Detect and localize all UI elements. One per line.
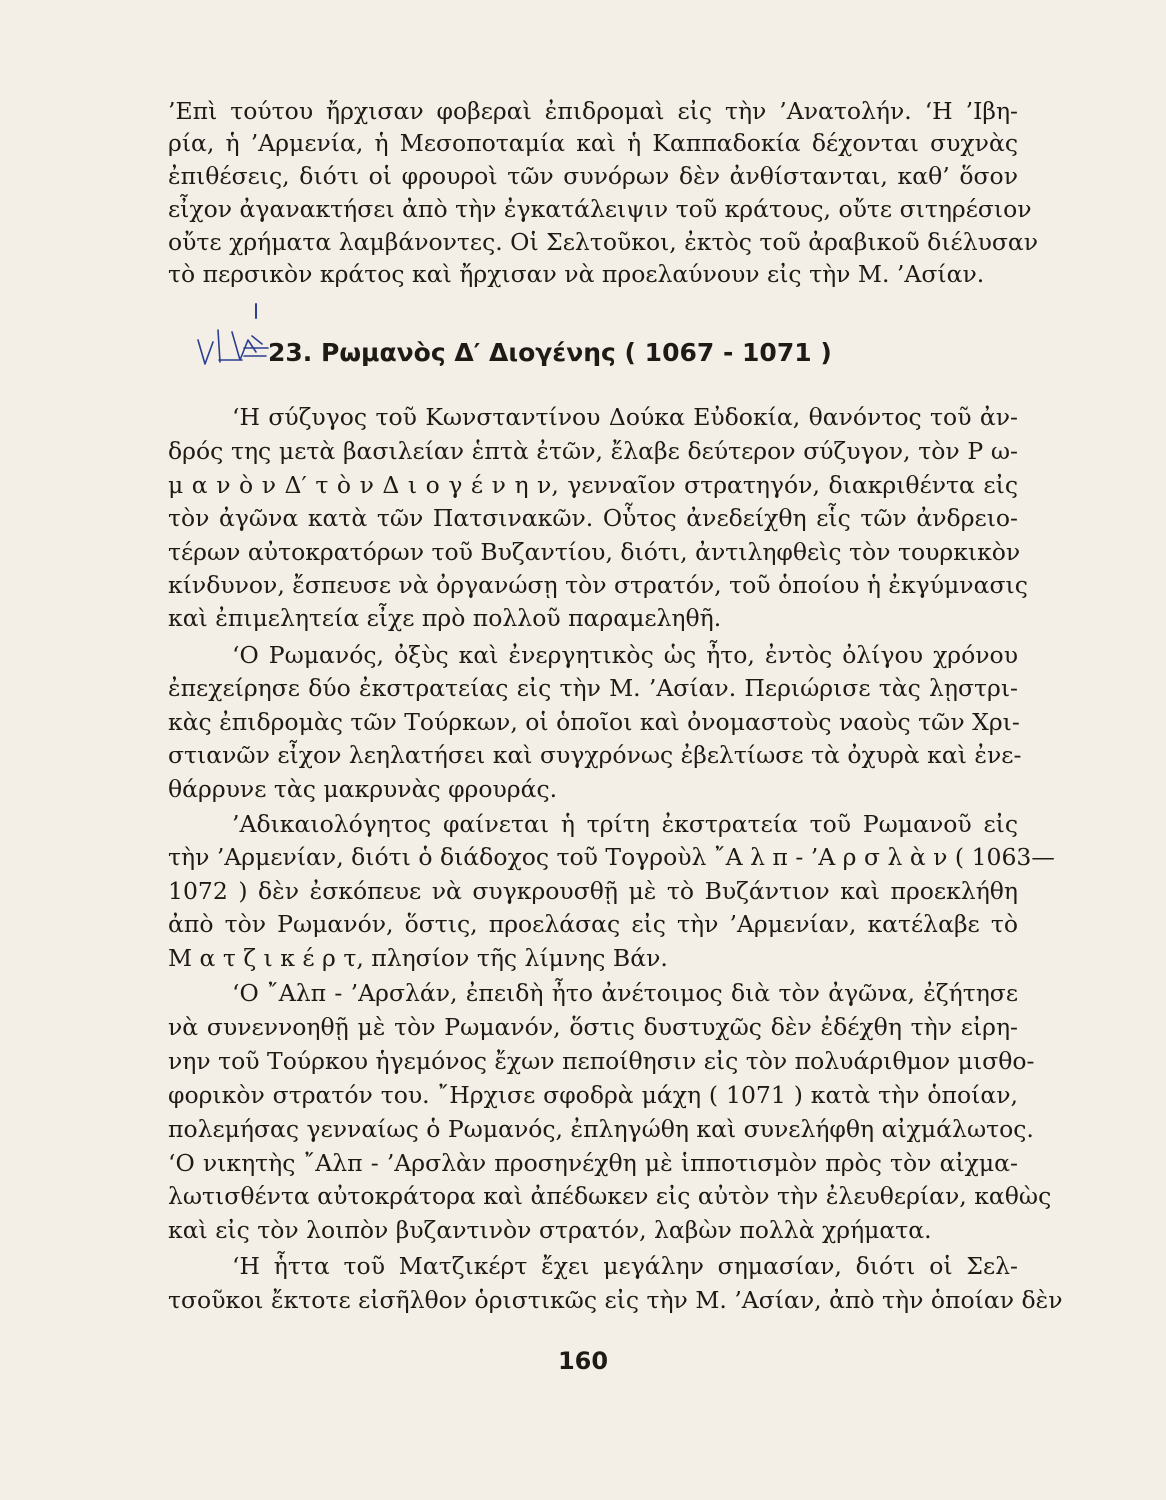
text-line: ἐπιθέσεις, διότι οἱ φρουροὶ τῶν συνόρων δὲν ἀνθίστανται, καθ’ ὅσον [168, 162, 1018, 190]
text-line: νην τοῦ Τούρκου ἡγεμόνος ἔχων πεποίθησιν εἰς τὸν πολυάριθμον μισθο- [168, 1047, 1035, 1075]
text-line: κὰς ἐπιδρομὰς τῶν Τούρκων, οἱ ὁποῖοι καὶ ὀνομαστοὺς ναοὺς τῶν Χρι- [168, 708, 1020, 736]
text-line: τὸν ἀγῶνα κατὰ τῶν Πατσινακῶν. Οὗτος ἀνεδείχθη εἷς τῶν ἀνδρειο- [168, 504, 1018, 532]
text-line: εἶχον ἀγανακτήσει ἀπὸ τὴν ἐγκατάλειψιν τοῦ κράτους, οὔτε σιτηρέσιον [168, 195, 1032, 223]
text-line: μ α ν ὸ ν Δ′ τ ὸ ν Δ ι ο γ έ ν η ν, γενναῖον στρατηγόν, διακριθέντα εἰς [168, 471, 1018, 499]
text-line: νὰ συνεννοηθῇ μὲ τὸν Ρωμανόν, ὅστις δυστυχῶς δὲν ἐδέχθη τὴν εἰρη- [168, 1013, 1018, 1041]
text-line: λωτισθέντα αὐτοκράτορα καὶ ἀπέδωκεν εἰς αὐτὸν τὴν ἐλευθερίαν, καθὼς [168, 1182, 1052, 1210]
text-line: Μ α τ ζ ι κ έ ρ τ, πλησίον τῆς λίμνης Βάν. [168, 944, 668, 972]
text-line: ‘Η ἧττα τοῦ Ματζικέρτ ἔχει μεγάλην σημασίαν, διότι οἱ Σελ- [232, 1252, 1018, 1280]
text-line: τσοῦκοι ἔκτοτε εἰσῆλθον ὁριστικῶς εἰς τὴν Μ. ’Ασίαν, ἀπὸ τὴν ὁποίαν δὲν [168, 1286, 1063, 1314]
text-line: θάρρυνε τὰς μακρυνὰς φρουράς. [168, 775, 558, 803]
text-line: ‘Ο ῎Αλπ - ’Αρσλάν, ἐπειδὴ ἦτο ἀνέτοιμος διὰ τὸν ἀγῶνα, ἐζήτησε [232, 979, 1018, 1007]
text-line: ‘Η σύζυγος τοῦ Κωνσταντίνου Δούκα Εὐδοκία, θανόντος τοῦ ἀν- [232, 403, 1018, 431]
text-line: ἐπεχείρησε δύο ἐκστρατείας εἰς τὴν Μ. ’Ασίαν. Περιώρισε τὰς λῃστρι- [168, 674, 1018, 702]
text-line: 1072 ) δὲν ἐσκόπευε νὰ συγκρουσθῇ μὲ τὸ Βυζάντιον καὶ προεκλήθη [168, 877, 1018, 905]
text-line: οὔτε χρήματα λαμβάνοντες. Οἱ Σελτοῦκοι, ἐκτὸς τοῦ ἀραβικοῦ διέλυσαν [168, 228, 1039, 256]
text-line: ἀπὸ τὸν Ρωμανόν, ὅστις, προελάσας εἰς τὴν ’Αρμενίαν, κατέλαβε τὸ [168, 910, 1018, 938]
text-line: φορικὸν στρατόν του. ῎Ηρχισε σφοδρὰ μάχη ( 1071 ) κατὰ τὴν ὁποίαν, [168, 1081, 1018, 1109]
text-line: ’Αδικαιολόγητος φαίνεται ἡ τρίτη ἐκστρατεία τοῦ Ρωμανοῦ εἰς [232, 810, 1018, 838]
text-line: τέρων αὐτοκρατόρων τοῦ Βυζαντίου, διότι, ἀντιληφθεὶς τὸν τουρκικὸν [168, 538, 1021, 566]
text-line: τὴν ’Αρμενίαν, διότι ὁ διάδοχος τοῦ Τογροὺλ ῎Α λ π - ’Α ρ σ λ ὰ ν ( 1063— [168, 843, 1055, 871]
text-line: καὶ ἐπιμελητεία εἶχε πρὸ πολλοῦ παραμεληθῆ. [168, 604, 722, 632]
text-line: καὶ εἰς τὸν λοιπὸν βυζαντινὸν στρατόν, λαβὼν πολλὰ χρήματα. [168, 1216, 932, 1244]
text-line: ’Επὶ τούτου ἤρχισαν φοβεραὶ ἐπιδρομαὶ εἰς τὴν ’Ανατολήν. ‘Η ’Ιβη- [168, 97, 1018, 125]
page-number: 160 [557, 1347, 609, 1375]
handwritten-annotation-icon [196, 326, 270, 370]
text-line: ρία, ἡ ’Αρμενία, ἡ Μεσοποταμία καὶ ἡ Καππαδοκία δέχονται συχνὰς [168, 129, 1018, 157]
text-line: δρός της μετὰ βασιλείαν ἑπτὰ ἐτῶν, ἔλαβε δεύτερον σύζυγον, τὸν Ρ ω- [168, 437, 1018, 465]
text-line: ‘Ο Ρωμανός, ὀξὺς καὶ ἐνεργητικὸς ὡς ἦτο, ἐντὸς ὀλίγου χρόνου [232, 641, 1018, 669]
pen-tick-mark [254, 303, 258, 319]
text-line: τὸ περσικὸν κράτος καὶ ἤρχισαν νὰ προελαύνουν εἰς τὴν Μ. ’Ασίαν. [168, 260, 985, 288]
section-heading: 23. Ρωμανὸς Δ′ Διογένης ( 1067 - 1071 ) [268, 338, 832, 367]
text-line: κίνδυνον, ἔσπευσε νὰ ὀργανώσῃ τὸν στρατόν, τοῦ ὁποίου ἡ ἐκγύμνασις [168, 571, 1028, 599]
text-line: στιανῶν εἶχον λεηλατήσει καὶ συγχρόνως ἐβελτίωσε τὰ ὀχυρὰ καὶ ἐνε- [168, 741, 1022, 769]
text-line: πολεμήσας γενναίως ὁ Ρωμανός, ἐπληγώθη καὶ συνελήφθη αἰχμάλωτος. [168, 1115, 1034, 1143]
text-line: ‘Ο νικητὴς ῎Αλπ - ’Αρσλὰν προσηνέχθη μὲ ἱπποτισμὸν πρὸς τὸν αἰχμα- [168, 1149, 1018, 1177]
